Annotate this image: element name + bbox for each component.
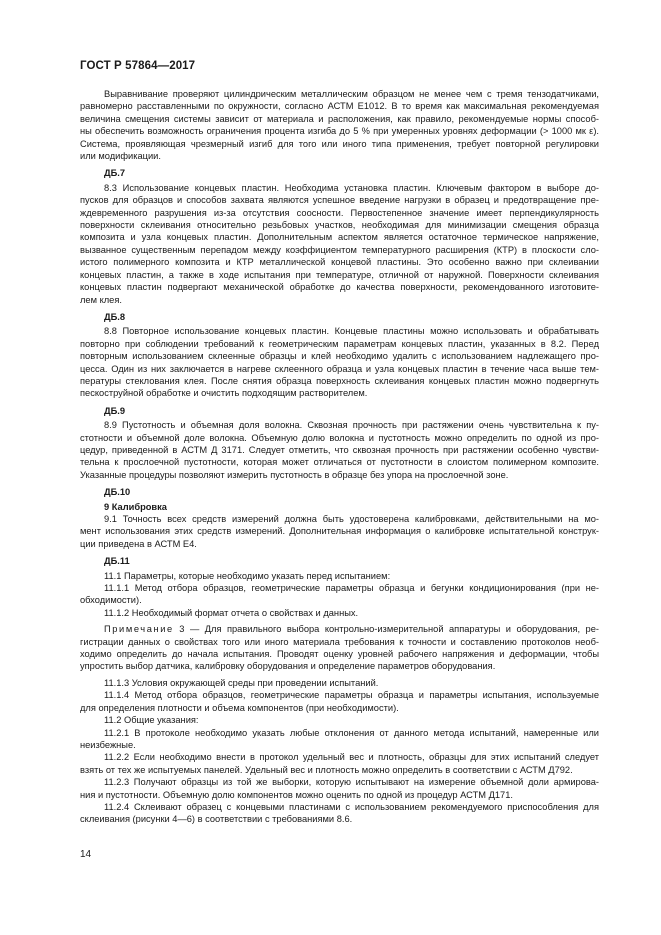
text-line: для определения плотности и объема компонентов (при необходимости). [80,702,399,713]
text-line: цедур, приведенной в АСТМ Д 3171. Следует отметить, что сквозная прочность при растяжении особенно чувстви- [80,444,599,455]
text-line: неизбежные. [80,739,136,750]
text-line: 11.1.1 Метод отбора образцов, геометрические параметры образца и бегунки кондиционирования (при не- [104,583,599,594]
text-line: обходимости). [80,595,142,606]
text-line: равномерно расставленными по окружности, согласно АСТМ Е1012. В то время как максимальная рекомендуемая [80,101,599,112]
text-line: 11.2.3 Получают образцы из той же выборки, которую испытывают на измерение объемной доли армирова- [104,777,599,788]
text-line: взять от тех же испытуемых панелей. Удельный вес и плотность можно определить в соответствии с АСТМ Д792. [80,764,573,775]
text-line: упростить выбор датчика, калибровку оборудования и определение параметров оборудования. [80,661,496,672]
text-line: концевых пластин подвергают механической обработке до качества поверхности, рекомендованного изготовите- [80,282,599,293]
text-line: стотности и объемной доле волокна. Объемную долю волокна и пустотность можно определить по одной из про- [80,432,599,443]
text-line: пусков для образцов и способов захвата являются успешное введение нагрузки в образец и предотвращение пре- [80,195,599,206]
text-line: 11.2.1 В протоколе необходимо указать любые отклонения от данного метода испытаний, намеренные или [104,727,599,738]
text-line: пературы стеклования клея. После снятия образца поверхность склеивания концевых пластин можно подвергнуть [80,375,599,386]
paragraph-end-plates-use [80,182,599,306]
paragraph-parameters [80,570,599,620]
subsection-heading-calibration: 9 Калибровка [104,501,167,512]
document-header: ГОСТ Р 57864—2017 [80,60,196,72]
text-line: повторным использованием склеенные образцы и клей необходимо удалить с использованием надлежащего про- [80,351,599,362]
text-line: величина смещения системы зависит от материала и расположения, как правило, рекомендуемые нормы способ- [80,113,599,124]
section-heading-db8: ДБ.8 [104,311,126,322]
text-line: 8.9 Пустотность и объемная доля волокна. Сквозная прочность при растяжении очень чувствительна к пу- [104,420,599,431]
paragraph-void-content [80,419,599,481]
section-heading-db10: ДБ.10 [104,487,131,498]
text-line: цесса. Один из них заключается в нагреве склеенного образца и узла концевых пластин в течение часа выше тем- [80,363,599,374]
text-line: композита и узла концевых пластин. Дополнительным аспектом является остаточное термическое напряжение, [80,232,599,243]
paragraph-end-plates-reuse [80,325,599,399]
text-line: лем клея. [80,294,122,305]
text-line: 8.8 Повторное использование концевых пластин. Концевые пластины можно использовать и обрабатывать [104,326,599,337]
text-line: ния и пустотности. Объемную долю компонентов можно оценить по одной из процедур АСТМ Д171. [80,789,513,800]
note-label: Примечание [104,624,174,635]
paragraph-alignment [80,88,599,162]
note-text: 3 — Для правильного выбора контрольно-измерительной аппаратуры и оборудования, ре- [173,624,599,635]
text-line: склеивания (рисунки 4—6) в соответствии с требованиями 8.6. [80,814,353,825]
text-line: ны обеспечить возможность ограничения процента изгиба до 5 % при умеренных уровнях деформации (> 1000 мк ε). [80,126,599,137]
text-line: 8.3 Использование концевых пластин. Необходима установка пластин. Ключевым фактором в выборе до- [104,182,599,193]
text-line: мент использования этих средств измерений. Дополнительная информация о калибровке испытательной конструк- [80,526,599,537]
text-line: вызванное существенным перепадом между коэффициентом температурного расширения (КТР) в плоскости сло- [80,244,599,255]
text-line: пескоструйной обработке и очистить подходящим растворителем. [80,388,368,399]
text-line: 11.2.4 Склеивают образец с концевыми пластинами с использованием рекомендуемого приспособления для [104,801,599,812]
text-line: поверхности склеивания относительно резьбовых участков, необходимая для минимизации смещения образца [80,220,599,231]
text-line: 11.2 Общие указания: [104,715,199,726]
text-line: ждевременного разрушения из-за отсутствия соосности. Первостепенное значение имеет перпендикулярность [80,207,599,218]
text-line: концевых пластин, а также в ходе испытания при температуре, отличной от наружной. Поверхности склеивания [80,269,599,280]
page-number: 14 [80,849,92,860]
section-heading-db9: ДБ.9 [104,405,126,416]
text-line: 11.1 Параметры, которые необходимо указать перед испытанием: [104,570,391,581]
text-line: 11.1.4 Метод отбора образцов, геометрические параметры образца и параметры испытания, используемые [104,690,599,701]
paragraph-calibration [80,513,599,550]
paragraph-general-instructions [80,677,599,826]
text-line: 11.2.2 Если необходимо внести в протокол удельный вес и плотность, образцы для этих испытаний следует [104,752,599,763]
text-line: Система, проявляющая чрезмерный изгиб для того или иного типа применения, требует повторной регулировки [80,138,599,149]
text-line: повторно при соблюдении требований к геометрическим параметрам концевых пластин, указанных в 8.2. Перед [80,338,599,349]
text-line: Указанные процедуры позволяют измерить пустотность в образце без упора на прослоечной зоне. [80,469,509,480]
text-line: или модификации. [80,151,161,162]
text-line: 11.1.2 Необходимый формат отчета о свойствах и данных. [104,607,359,618]
text-line: гистрации данных о свойствах того или иного материала требования к точности и составлению протоколов необ- [80,636,599,647]
text-line: Выравнивание проверяют цилиндрическим металлическим образцом не менее чем с тремя тензодатчиками, [104,89,599,99]
text-line: ходимо определить до начала испытания. Проводят оценку уровней рабочего напряжения и деформации, чтобы [80,649,599,660]
text-line: истого полимерного композита и КТР металлической концевой пластины. Это особенно важно при склеивании [80,257,599,268]
text-line [80,623,599,635]
page-body [80,88,599,826]
section-heading-db7: ДБ.7 [104,168,126,179]
section-heading-db11: ДБ.11 [104,556,130,567]
text-line: ции приведена в АСТМ Е4. [80,538,197,549]
text-line: 11.1.3 Условия окружающей среды при проведении испытаний. [104,677,379,688]
note-block [80,623,599,673]
text-line: тельна к прослоечной пустотности, которая может отличаться от пустотности в слоистом полимерном композите. [80,457,599,468]
text-line: 9.1 Точность всех средств измерений должна быть удостоверена калибровками, действительными на мо- [104,514,599,524]
